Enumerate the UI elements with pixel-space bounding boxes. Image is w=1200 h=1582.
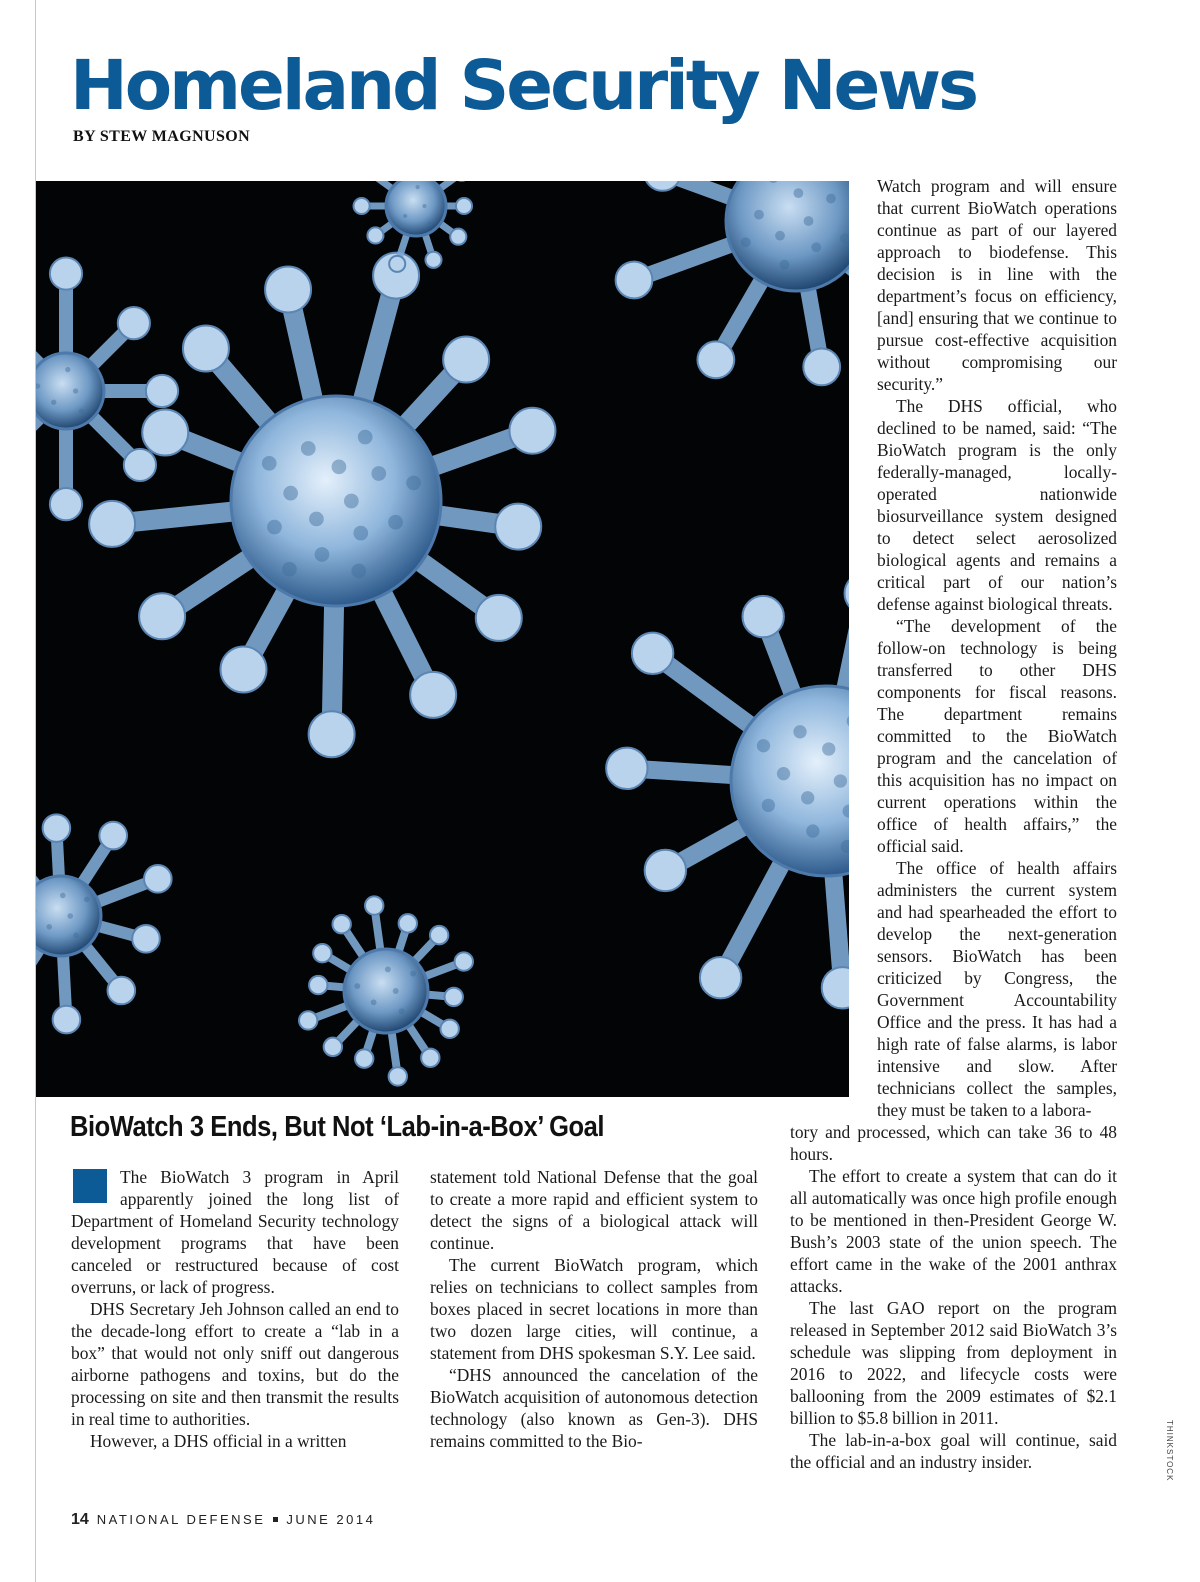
publication-name: NATIONAL DEFENSE <box>96 1512 266 1527</box>
virus-particle <box>616 181 849 385</box>
virus-particle <box>89 253 555 758</box>
paragraph: DHS Secretary Jeh Johnson called an end to the decade-long effort to create a “lab in a box” that would not only sniff out dangerous airborne pathogens and toxins, but do the processing on site and then transmit the results in real time to authorities. <box>71 1299 399 1429</box>
virus-particle <box>354 181 473 272</box>
paragraph: “The development of the follow-on technology is being transferred to other DHS components for fiscal reasons. The department remains committed to the BioWatch program and the cancelation of this acquisition has no impact on current operations within the office of health affairs,” the official said. <box>877 616 1117 856</box>
paragraph: The effort to create a system that can do it all automatically was once high profile enough to be mentioned in then-President George W. Bush’s 2003 state of the union speech. The effort came in the wake of the 2001 anthrax attacks. <box>790 1166 1117 1296</box>
article-column-2 <box>430 1166 758 1452</box>
page-number: 14 <box>71 1511 89 1528</box>
article-photo <box>36 181 849 1097</box>
article-column-3-bottom <box>790 1121 1117 1473</box>
paragraph: The last GAO report on the program released in September 2012 said BioWatch 3’s schedule was slipping from deployment in 2016 to 2022, and lifecycle costs were ballooning from the 2009 estimates of $2.1 billion to $5.8 billion in 2011. <box>790 1298 1117 1428</box>
paragraph: tory and processed, which can take 36 to 48 hours. <box>790 1122 1117 1164</box>
dropcap-square <box>73 1169 107 1203</box>
paragraph: The current BioWatch program, which relies on technicians to collect samples from boxes placed in secret locations in more than two dozen large cities, will continue, a statement from DHS spokesman S.Y. Lee said. <box>430 1255 758 1363</box>
paragraph: “DHS announced the cancelation of the BioWatch acquisition of autonomous detection technology (also known as Gen-3). DHS remains committed to the Bio- <box>430 1365 758 1451</box>
paragraph: The lab-in-a-box goal will continue, said the official and an industry insider. <box>790 1430 1117 1472</box>
article-column-3-top <box>877 175 1117 1121</box>
virus-particle <box>606 573 849 1009</box>
paragraph: However, a DHS official in a written <box>90 1431 347 1451</box>
article-headline: BioWatch 3 Ends, But Not ‘Lab-in-a-Box’ Goal <box>70 1111 605 1143</box>
virus-particle <box>36 257 178 520</box>
virus-particle <box>299 896 473 1085</box>
virus-particle <box>36 814 172 1033</box>
issue-date: JUNE 2014 <box>286 1512 376 1527</box>
section-title: Homeland Security News <box>70 46 977 126</box>
photo-credit: THINKSTOCK <box>1165 1420 1174 1482</box>
paragraph: statement told National Defense that the goal to create a more rapid and efficient system to detect the signs of a biological attack will continue. <box>430 1167 758 1253</box>
paragraph: The DHS official, who declined to be named, said: “The BioWatch program is the only federally-managed, locally-operated nationwide biosurveillance system designed to detect select aerosolized biological agents and remains a critical part of our nation’s defense against biological threats. <box>877 396 1117 614</box>
paragraph: The BioWatch 3 program in April apparently joined the long list of Department of Homeland Security technology development programs that have been canceled or restructured because of cost overruns, or lack of progress. <box>71 1167 399 1297</box>
page-footer <box>71 1511 375 1529</box>
separator-square <box>273 1517 278 1522</box>
byline: BY STEW MAGNUSON <box>73 128 251 145</box>
virus-illustration <box>36 181 849 1086</box>
article-column-1 <box>71 1166 399 1452</box>
paragraph: The office of health affairs administers the current system and had spearheaded the effort to develop the next-generation sensors. BioWatch has been criticized by Congress, the Government Accountability Office and the press. It has had a high rate of false alarms, is labor intensive and slow. After technicians collect the samples, they must be taken to a labora- <box>877 858 1117 1120</box>
paragraph: Watch program and will ensure that current BioWatch operations continue as part of our layered approach to biodefense. This decision is in line with the department’s focus on efficiency, [and] ensuring that we continue to pursue cost-effective acquisition without compromising our security.” <box>877 176 1117 394</box>
